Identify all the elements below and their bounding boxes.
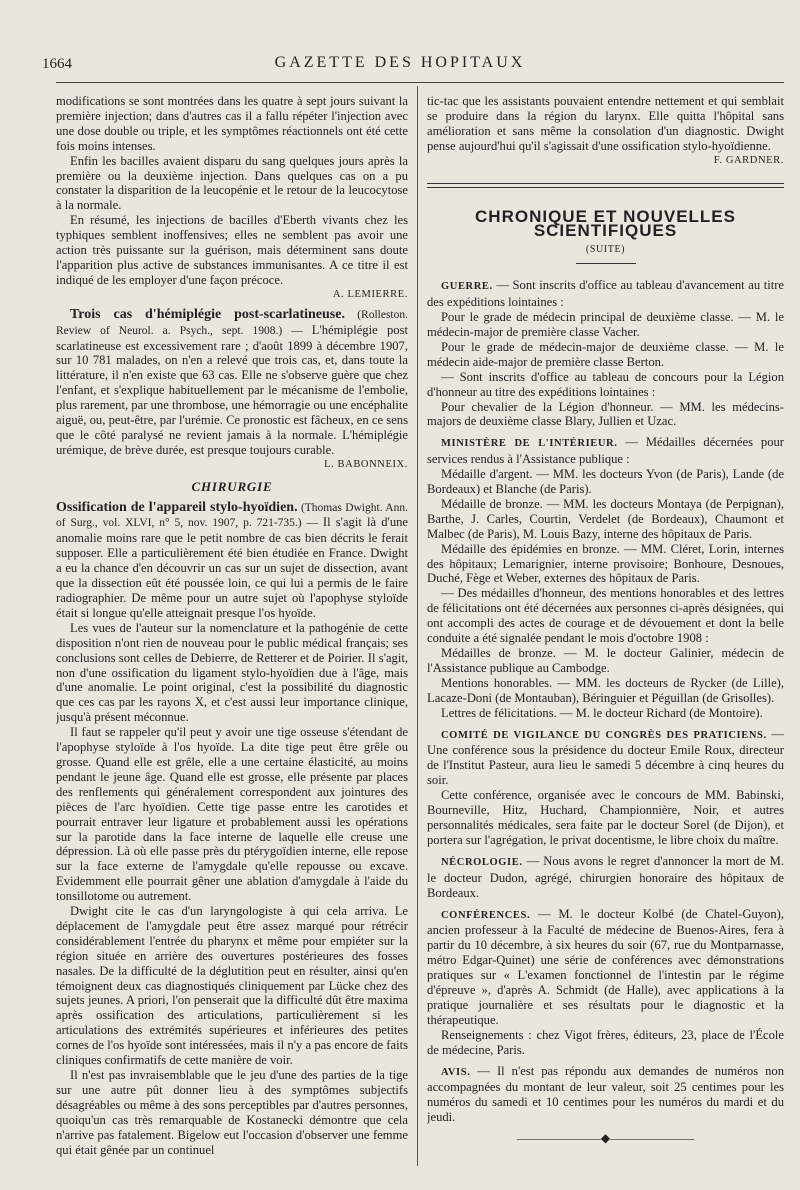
- paragraph: Pour chevalier de la Légion d'honneur. — MM. les médecins-majors de deuxième classe Blary, Jullien et Uzac.: [427, 399, 784, 429]
- chronicle-subtitle: (SUITE): [585, 244, 626, 256]
- news-tag: CONFÉRENCES.: [441, 909, 531, 921]
- news-tag: GUERRE.: [441, 281, 493, 293]
- paragraph: tic-tac que les assistants pouvaient entendre nettement et qui semblait se produire dans la région du larynx. Elle quitta l'hôpital sans amélioration et sans même la consolation d'un diagnostic. Dwight pense aujourd'hui qu'il s'agissait d'une ossification stylo-hyoïdienne.: [427, 94, 784, 153]
- left-column: [56, 94, 408, 1164]
- running-title: GAZETTE DES HOPITAUX: [274, 54, 526, 71]
- news-tag: AVIS.: [441, 1066, 471, 1078]
- paragraph: Les vues de l'auteur sur la nomenclature et la pathogénie de cette disposition n'ont rien de nouveau pour le public médical français; ses conclusions sont celles de Debierre, de Retterer et de Poirier. Il s'agit, non d'une ossification du ligament stylo-hyoïdien due à l'âge, mais d'une anomalie. Le point original, c'est la possibilité du diagnostic que ces cas par les rayons X, et c'est aussi leur importance clinique, jusqu'à présent méconnue.: [56, 620, 408, 725]
- article-title: Trois cas d'hémiplégie post-scarlatineuse.: [70, 306, 345, 322]
- article-ossification: [56, 500, 408, 621]
- paragraph: Il n'est pas invraisemblable que le jeu d'une des parties de la tige sur une autre pût donner lieu à des symptômes subjectifs désagréables ou même à des sons perceptibles par d'autres personnes, quoiqu'un cas très remarquable de Kostanecki démontre que cela n'arrive pas fatalement. Bigelow eut l'occasion d'observer une femme qui était gênée par un continuel: [56, 1068, 408, 1157]
- news-guerre: [427, 278, 784, 310]
- paragraph: Médaille de bronze. — MM. les docteurs Montaya (de Perpignan), Barthe, J. Carles, Courtin, Verdelet (de Bordeaux), Chaumont et Malbec (de Paris), M. Louis Bazy, interne des hôpitaux de Paris.: [427, 496, 784, 541]
- paragraph: modifications se sont montrées dans les quatre à sept jours suivant la première injection; dans d'autres cas il a fallu répéter l'injection avec une dose double ou triple, et les symptômes réactionnels ont été cette fois moins intenses.: [56, 94, 408, 153]
- paragraph: Pour le grade de médecin principal de deuxième classe. — M. le médecin-major de première classe Vacher.: [427, 310, 784, 339]
- news-text: — Il n'est pas répondu aux demandes de numéros non accompagnées du montant de leur valeur, soit 25 centimes pour les numéros du samedi et 10 centimes pour les numéros du mardi et du jeudi.: [427, 1063, 784, 1125]
- news-ministere: [427, 435, 784, 467]
- news-text: — Une conférence sous la présidence du docteur Emile Roux, directeur de l'Institut Pasteur, aura lieu le samedi 5 décembre à cinq heures du soir.: [427, 726, 784, 788]
- right-column: [427, 94, 784, 1164]
- article-reference: (Rolleston. Review of Neurol. a. Psych., sept. 1908.) —: [56, 308, 408, 337]
- paragraph: Médaille des épidémies en bronze. — MM. Cléret, Lorin, internes des hôpitaux; Lemarignier, interne provisoire; Bonhoure, Desnoues, Duché, Fège et Weber, externes des hôpitaux de Paris.: [427, 541, 784, 586]
- news-necrologie: [427, 854, 784, 901]
- paragraph: Mentions honorables. — MM. les docteurs de Rycker (de Lille), Lacaze-Doni (de Montauban), Béringuier et Péguillan (de Grisolles).: [427, 675, 784, 705]
- header-rule: [56, 82, 784, 83]
- news-avis: [427, 1064, 784, 1126]
- article-body: Il s'agit là d'une anomalie moins rare que le petit nombre de cas bien décrits le ferait supposer. Elle a particulièrement été bien étudiée en France. Dwight a eu la chance d'en découvrir un cas sur un sujet de dissection, avant que la dissection eût été poussée loin, ce qui lui a permis de le faire radiographier. De même pour un autre sujet où l'apophyse styloïde était si longue qu'elle atteignait presque l'os hyoïde.: [56, 515, 408, 620]
- news-tag: COMITÉ DE VIGILANCE DU CONGRÈS DES PRATICIENS.: [441, 729, 767, 741]
- signature: L. BABONNEIX.: [324, 458, 408, 470]
- article-title: Ossification de l'appareil stylo-hyoïdien.: [56, 499, 298, 515]
- news-conferences: [427, 907, 784, 1028]
- article-reference: (Thomas Dwight. Ann. of Surg., vol. XLVI, n° 5, nov. 1907, p. 721-735.) —: [56, 501, 408, 530]
- page-header: [0, 50, 800, 76]
- article-hemiplegie: [56, 307, 408, 458]
- article-body: L'hémiplégie post scarlatineuse est excessivement rare ; d'août 1899 à décembre 1907, sur 10 781 malades, on n'en a relevé que trois cas, et, dans toute la littérature, il n'en existe que 63 cas. Elle ne s'observe guère que chez l'enfant, et s'explique habituellement par le mécanisme de l'embolie, plus rarement, par une thrombose, une hémorragie ou une encéphalite aiguë, ou, peut-être, par l'urémie. Ce pronostic est fâcheux, en ce sens que le côté paralysé ne revient jamais à la normale. L'hémiplégie urémique, de brève durée, est presque toujours curable.: [56, 322, 408, 457]
- news-text: — Médailles décernées pour services rendus à l'Assistance publique :: [427, 435, 784, 467]
- paragraph: En résumé, les injections de bacilles d'Eberth vivants chez les typhiques semblent inoffensives; elles ne semblent pas avoir une action très puissante sur la guérison, mais déterminent sans doute l'apparition plus active de substances immunisantes. A ce titre il est indiqué de les employer d'une façon précoce.: [56, 213, 408, 287]
- paragraph: Médaille d'argent. — MM. les docteurs Yvon (de Paris), Lande (de Bordeaux) et Blanche (de Paris).: [427, 467, 784, 497]
- paragraph: — Des médailles d'honneur, des mentions honorables et des lettres de félicitations ont été décernées aux personnes ci-après désignées, qui ont accompli des actes de courage et de dévouement et dont la belle conduite a été signalée pendant le mois d'octobre 1908 :: [427, 586, 784, 646]
- column-divider: [417, 86, 418, 1166]
- paragraph: — Sont inscrits d'office au tableau de concours pour la Légion d'honneur au titre des expéditions lointaines :: [427, 369, 784, 399]
- paragraph: Médailles de bronze. — M. le docteur Galinier, médecin de l'Assistance publique au Cambodge.: [427, 646, 784, 675]
- signature: A. LEMIERRE.: [332, 288, 408, 300]
- paragraph: Enfin les bacilles avaient disparu du sang quelques jours après la première ou la deuxième injection. Dans quelques cas on a pu constater la disparition de la leucopénie et le retour de la leucocytose à la normale.: [56, 153, 408, 213]
- news-comite: [427, 727, 784, 789]
- short-rule: [576, 263, 636, 264]
- paragraph: Pour le grade de médecin-major de deuxième classe. — M. le médecin aide-major de première classe Berton.: [427, 339, 784, 369]
- page-number: 1664: [42, 56, 72, 72]
- double-rule: [427, 183, 784, 188]
- paragraph: Cette conférence, organisée avec le concours de MM. Babinski, Bourneville, Hitz, Huchard, Championnière, Noir, et autres personnalités médicales, sera faite par le docteur Sorel (de Dijon), et portera sur l'agrégation, le privat docentisme, le libre choix du maître.: [427, 788, 784, 847]
- news-text: — Nous avons le regret d'annoncer la mort de M. le docteur Dudon, agrégé, chirurgien honoraire des hôpitaux de Bordeaux.: [427, 853, 784, 900]
- end-ornament: ———————◆———————: [516, 1131, 695, 1146]
- signature: F. GARDNER.: [713, 154, 784, 166]
- section-heading: CHIRURGIE: [191, 478, 273, 494]
- paragraph: Il faut se rappeler qu'il peut y avoir une tige osseuse s'étendant de l'apophyse styloïde à l'os hyoïde. La dite tige peut être grêle ou grosse. Quand elle est grêle, elle a une certaine élasticité, au moins pendant le jeune âge. Quand elle est grosse, elle présente par places des renflements qui généralement correspondent aux jointures des pièces de l'arc hyoïdien. Cette tige passe entre les carotides et pourrait entraver leur ligature et probablement aussi les opérations sur la parotide dans la face interne de laquelle elle creuse une dépression. Là où elle passe près du ptérygoïdien interne, elle repose sur la face externe de l'amygdale qu'elle repousse ou excave. Evidemment elle pourrait gêner une ablation d'amygdale à l'aide du tonsillotome ou autrement.: [56, 725, 408, 904]
- paragraph: Renseignements : chez Vigot frères, éditeurs, 23, place de l'École de médecine, Paris.: [427, 1027, 784, 1057]
- paragraph: Lettres de félicitations. — M. le docteur Richard (de Montoire).: [441, 705, 763, 720]
- chronicle-title: CHRONIQUE ET NOUVELLES SCIENTIFIQUES: [475, 206, 736, 241]
- news-tag: NÉCROLOGIE.: [441, 856, 523, 868]
- news-text: — M. le docteur Kolbé (de Chatel-Guyon), ancien professeur à la Faculté de médecine de Buenos-Aires, fera à partir du 10 décembre, à six heures du soir (67, rue du Montparnasse, métro Edgar-Quinet) une série de conférences avec démonstrations pratiques sur « L'examen fonctionnel de l'intestin par le régime d'épreuve », d'après A. Schmidt (de Halle), avec applications à la pratique journalière et ses résultats pour le diagnostic et la thérapeutique.: [427, 906, 784, 1027]
- news-text: — Sont inscrits d'office au tableau d'avancement au titre des expéditions lointaines :: [427, 278, 784, 310]
- paragraph: Dwight cite le cas d'un laryngologiste à qui cela arriva. Le déplacement de l'amygdale peut être assez marqué pour rétrécir considérablement l'entrée du pharynx et même pour empiéter sur la région située en arrière des ouvertures postérieures des fosses nasales. De la difficulté de la déglutition peut en résulter, ainsi qu'en témoignent deux cas diagnostiqués cliniquement par Lücke chez des sujets jeunes. A priori, l'on penserait que la difficulté dût être maxima après ossification des articulations, particulièrement si les articulations des extrémités supérieures et inférieures des petites cornes de l'os hyoïde sont intéressées, mais il n'y a pas encore de faits cliniques confirmatifs de cette manière de voir.: [56, 904, 408, 1068]
- news-tag: MINISTÈRE DE L'INTÉRIEUR.: [441, 438, 618, 450]
